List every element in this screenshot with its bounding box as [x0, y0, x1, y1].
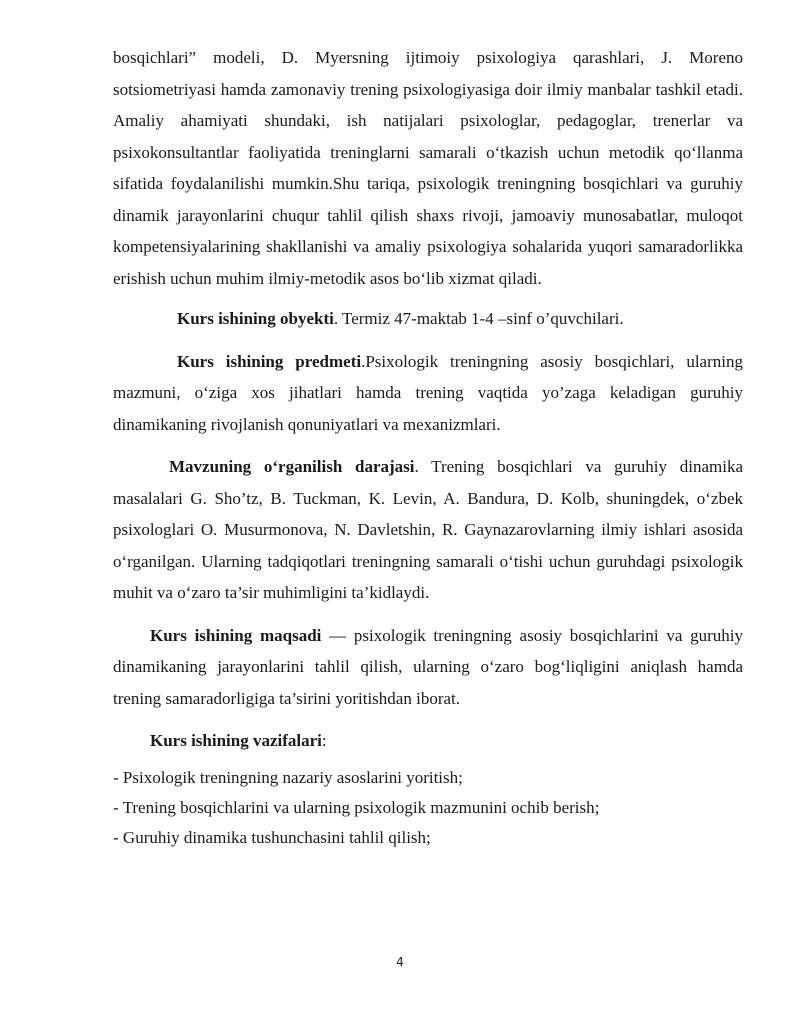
subject-text: .Psixologik treningning asosiy bosqichlari, ularning mazmuni, o‘ziga xos jihatlari hamda trening vaqtida yo’zaga keladigan guruhiy dinamikaning rivojlanish qonuniyatlari va mexanizmlari. — [113, 351, 743, 434]
study-level-heading: Mavzuning o‘rganilish darajasi — [169, 457, 415, 476]
tasks-heading: Kurs ishining vazifalari — [150, 731, 322, 750]
list-item: - Trening bosqichlarini va ularning psixologik mazmunini ochib berish; — [113, 797, 600, 817]
subject-heading: Kurs ishining predmeti — [177, 351, 362, 371]
tasks-heading-suffix: : — [321, 731, 327, 750]
subject-paragraph — [113, 346, 743, 441]
intro-paragraph: bosqichlari” modeli, D. Myersning ijtimoiy psixologiya qarashlari, J. Moreno sotsiometriyasi hamda zamonaviy trening psixologiyasiga doir ilmiy manbalar tashkil etadi. Amaliy ahamiyati shundaki, ish natijalari psixologlar, pedagoglar, trenerlar va psixokonsultantlar faoliyatida treninglarni samarali o‘tkazish uchun metodik qo‘llanma sifatida foydalanilishi mumkin.Shu tariqa, psixologik treningning bosqichlari va guruhiy dinamik jarayonlarini chuqur tahlil qilish shaxs rivoji, jamoaviy munosabatlar, muloqot kompetensiyalarining shakllanishi va amaliy psixologiya sohalarida yuqori samaradorlikka erishish uchun muhim ilmiy-metodik asos bo‘lib xizmat qiladi. — [113, 48, 743, 288]
object-text: . Termiz 47-maktab 1-4 –sinf o’quvchilari. — [333, 309, 624, 328]
goal-paragraph — [113, 620, 743, 715]
object-paragraph — [113, 303, 743, 335]
list-item: - Guruhiy dinamika tushunchasini tahlil qilish; — [113, 827, 431, 847]
object-heading: Kurs ishining obyekti — [177, 309, 334, 328]
goal-text: — psixologik treningning asosiy bosqichlarini va guruhiy dinamikaning jarayonlarini tahlil qilish, ularning o‘zaro bog‘liqligini aniqlash hamda trening samaradorligiga ta’sirini yoritishdan iborat. — [113, 625, 743, 708]
page-content — [113, 42, 743, 853]
tasks-heading-paragraph — [113, 725, 743, 757]
study-level-paragraph — [113, 451, 743, 609]
study-level-text: . Trening bosqichlari va guruhiy dinamika masalalari G. Sho’tz, B. Tuckman, K. Levin, A. Bandura, D. Kolb, shuningdek, o‘zbek psixologlari O. Musurmonova, N. Davletshin, R. Gaynazarovlarning ilmiy ishlari asosida o‘rganilgan. Ularning tadqiqotlari treningning samarali o‘tishi uchun guruhdagi psixologik muhit va o‘zaro ta’sir muhimligini ta’kidlaydi. — [113, 457, 743, 602]
goal-heading: Kurs ishining maqsadi — [150, 625, 322, 645]
list-item: - Psixologik treningning nazariy asoslarini yoritish; — [113, 767, 463, 787]
page-number: 4 — [396, 955, 404, 969]
